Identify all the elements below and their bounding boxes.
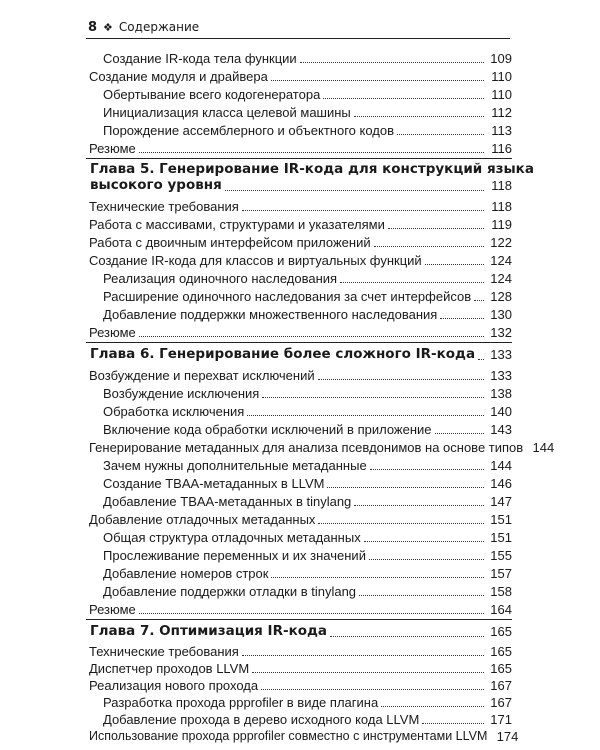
toc-entry[interactable]: Создание IR-кода тела функции 109 <box>103 51 512 66</box>
toc-entry[interactable]: Резюме 132 <box>89 325 512 340</box>
page-number: 8 <box>88 19 98 35</box>
toc-entry[interactable]: Добавление поддержки множественного наследования 130 <box>103 307 512 322</box>
toc-entry[interactable]: Разработка прохода ppprofiler в виде плагина 167 <box>103 695 512 710</box>
toc-entry[interactable]: Обертывание всего кодогенератора 110 <box>103 87 512 102</box>
toc-entry[interactable]: Реализация нового прохода 167 <box>89 678 512 693</box>
toc-entry[interactable]: Инициализация класса целевой машины 112 <box>103 105 512 120</box>
toc-entry[interactable]: Добавление прохода в дерево исходного кода LLVM 171 <box>103 712 512 727</box>
section-rule <box>86 619 512 620</box>
toc-entry[interactable]: Порождение ассемблерного и объектного кодов 113 <box>103 123 512 138</box>
toc-entry[interactable]: Технические требования 165 <box>89 644 512 659</box>
toc-entry[interactable]: Обработка исключения 140 <box>103 404 512 419</box>
chapter-7-heading[interactable]: Глава 7. Оптимизация IR-кода 165 <box>90 623 512 639</box>
header-rule <box>86 38 510 39</box>
toc-entry[interactable]: Реализация одиночного наследования 124 <box>103 271 512 286</box>
toc-entry[interactable]: Технические требования 118 <box>89 199 512 214</box>
toc-entry[interactable]: Расширение одиночного наследования за счет интерфейсов 128 <box>103 289 512 304</box>
toc-entry[interactable]: Диспетчер проходов LLVM 165 <box>89 661 512 676</box>
section-title: Содержание <box>118 20 200 34</box>
toc-entry[interactable]: Общая структура отладочных метаданных 151 <box>103 530 512 545</box>
toc-entry[interactable]: Создание модуля и драйвера 110 <box>89 69 512 84</box>
toc-entry[interactable]: Резюме 164 <box>89 602 512 617</box>
toc-entry[interactable]: Резюме 116 <box>89 141 512 156</box>
toc-entry[interactable]: Зачем нужны дополнительные метаданные 144 <box>103 458 512 473</box>
ornament-icon: ❖ <box>103 20 113 34</box>
toc-entry[interactable]: Добавление отладочных метаданных 151 <box>89 512 512 527</box>
section-rule <box>86 342 512 343</box>
toc-entry[interactable]: Добавление TBAA-метаданных в tinylang 147 <box>103 494 512 509</box>
toc-entry[interactable]: Включение кода обработки исключений в приложение 143 <box>103 422 512 437</box>
toc-entry[interactable]: Возбуждение и перехват исключений 133 <box>89 368 512 383</box>
toc-entry[interactable]: Генерирование метаданных для анализа псевдонимов на основе типов 144 <box>89 440 555 455</box>
toc-entry[interactable]: Возбуждение исключения 138 <box>103 386 512 401</box>
chapter-5-heading-line2[interactable]: высокого уровня 118 <box>90 177 512 193</box>
toc-entry[interactable]: Использование прохода ppprofiler совместно с инструментами LLVM 174 <box>89 729 519 744</box>
toc-entry[interactable]: Работа с двоичным интерфейсом приложений 122 <box>89 235 512 250</box>
toc-entry[interactable]: Прослеживание переменных и их значений 155 <box>103 548 512 563</box>
toc-entry[interactable]: Добавление поддержки отладки в tinylang 158 <box>103 584 512 599</box>
section-rule <box>86 158 512 159</box>
toc-entry[interactable]: Добавление номеров строк 157 <box>103 566 512 581</box>
toc-entry[interactable]: Работа с массивами, структурами и указателями 119 <box>89 217 512 232</box>
toc-entry[interactable]: Создание IR-кода для классов и виртуальных функций 124 <box>89 253 512 268</box>
toc-entry[interactable]: Создание TBAA-метаданных в LLVM 146 <box>103 476 512 491</box>
chapter-6-heading[interactable]: Глава 6. Генерирование более сложного IR-кода 133 <box>90 346 512 362</box>
running-head <box>88 18 508 36</box>
chapter-5-heading[interactable]: Глава 5. Генерирование IR-кода для конструкций языка <box>90 161 534 177</box>
